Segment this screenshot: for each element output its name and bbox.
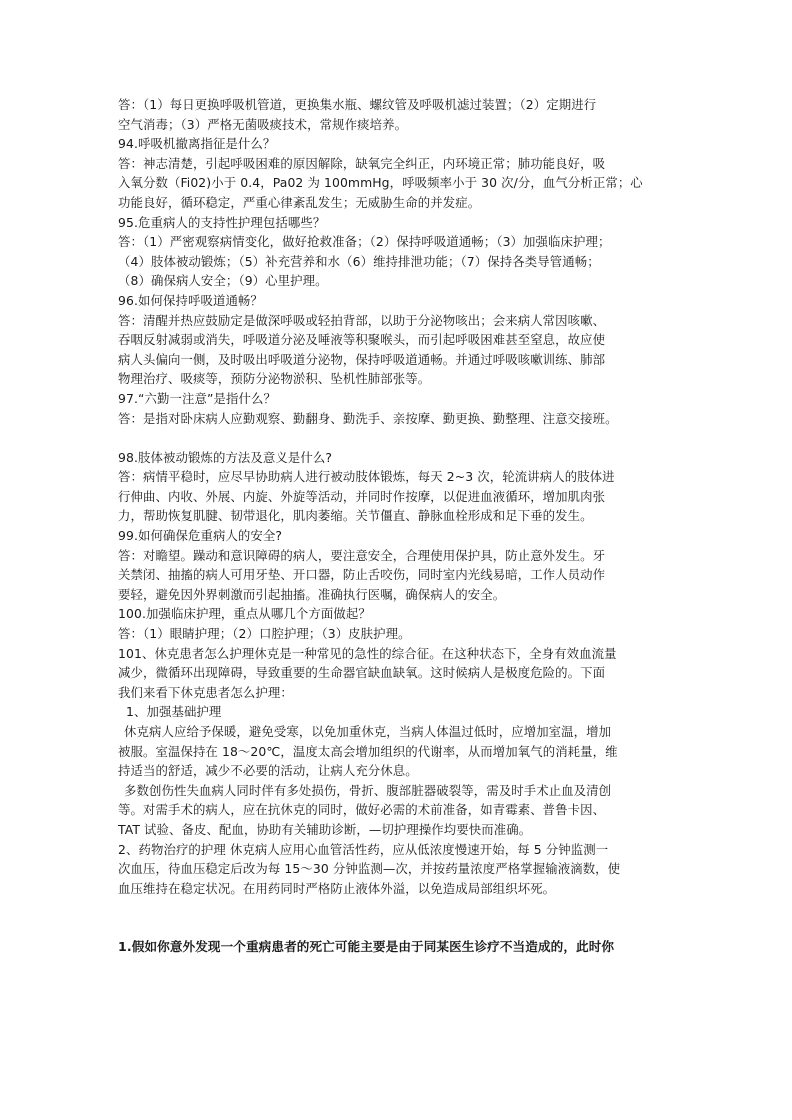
text-line: 入氧分数（Fi02)小于 0.4，Pa02 为 100mmHg，呼吸频率小于 30 次/分，血气分析正常；心: [118, 175, 643, 191]
text-line: 答：神志清楚，引起呼吸困难的原因解除，缺氧完全纠正，内环境正常；肺功能良好，吸: [118, 155, 606, 171]
text-line: 2、药物治疗的护理 休克病人应用心血管活性药，应从低浓度慢速开始，每 5 分钟监测一: [118, 841, 609, 857]
text-line: 行伸曲、内收、外展、内旋、外旋等活动，并同时作按摩，以促进血液循环，增加肌肉张: [118, 488, 606, 504]
text-line: 持适当的舒适，减少不必要的活动，让病人充分休息。: [118, 763, 418, 779]
text-line: 我们来看下休克患者怎么护理：: [118, 684, 293, 700]
text-line: 答：（1）严密观察病情变化，做好抢救准备；（2）保持呼吸道通畅；（3）加强临床护理；: [118, 234, 611, 250]
text-line: 等。对需手术的病人，应在抗休克的同时，做好必需的术前准备，如青霉素、普鲁卡因、: [118, 802, 606, 818]
text-line: 血压维持在稳定状况。在用药同时严格防止液体外溢，以免造成局部组织坏死。: [118, 880, 556, 896]
text-line: 多数创伤性失血病人同时伴有多处损伤，骨折、腹部脏器破裂等，需及时手术止血及清创: [124, 782, 612, 798]
text-line: 空气消毒；（3）严格无菌吸痰技术，常规作痰培养。: [118, 116, 408, 132]
text-line: 关禁闭、抽搐的病人可用牙垫、开口器，防止舌咬伤，同时室内光线易暗，工作人员动作: [118, 567, 606, 583]
text-line: 要轻，避免因外界刺激而引起抽搐。准确执行医嘱，确保病人的安全。: [118, 586, 506, 602]
question-heading: 94.呼吸机撤离指征是什么？: [118, 136, 276, 152]
text-line: 101、休克患者怎么护理休克是一种常见的急性的综合征。在这种状态下，全身有效血流量: [118, 645, 617, 661]
text-line: TAT 试验、备皮、配血，协助有关辅助诊断，—切护理操作均要快而准确。: [118, 821, 532, 837]
blank-line: [118, 898, 678, 937]
text-line: 减少，微循环出现障碍，导致重要的生命器官缺血缺氧。这时候病人是极度危险的。下面: [118, 665, 606, 681]
document-page: [118, 95, 678, 957]
text-line: （4）肢体被动锻炼；（5）补充营养和水（6）维持排泄功能；（7）保持各类导管通畅；: [118, 253, 600, 269]
bold-question-heading: 1.假如你意外发现一个重病患者的死亡可能主要是由于同某医生诊疗不当造成的，此时你: [118, 939, 615, 955]
question-heading: 100.加强临床护理，重点从哪几个方面做起？: [118, 606, 371, 622]
text-line: 次血压，待血压稳定后改为每 15～30 分钟监测—次，并按药量浓度严格掌握输液滴数，使: [118, 861, 621, 877]
text-line: 病人头偏向一侧，及时吸出呼吸道分泌物，保持呼吸道通畅。并通过呼吸咳嗽训练、肺部: [118, 351, 606, 367]
text-line: 答：对瞻望。躁动和意识障碍的病人，要注意安全，合理使用保护具，防止意外发生。牙: [118, 547, 606, 563]
question-heading: 96.如何保持呼吸道通畅？: [118, 292, 263, 308]
text-line: 力，帮助恢复肌腱、韧带退化，肌肉萎缩。关节僵直、静脉血栓形成和足下垂的发生。: [118, 508, 593, 524]
question-heading: 97.“六勤一注意”是指什么？: [118, 390, 276, 406]
question-heading: 98.肢体被动锻炼的方法及意义是什么?: [118, 449, 333, 465]
question-heading: 99.如何确保危重病人的安全?: [118, 528, 283, 544]
text-line: 答：清醒并热应鼓励定是做深呼吸或轻拍背部，以助于分泌物咳出；会来病人常因咳嗽、: [118, 312, 606, 328]
question-heading: 95.危重病人的支持性护理包括哪些？: [118, 214, 326, 230]
text-line: 答：（1）每日更换呼吸机管道，更换集水瓶、螺纹管及呼吸机滤过装置；（2）定期进行: [118, 97, 597, 112]
text-line: 功能良好，循环稳定，严重心律紊乱发生；无威胁生命的并发症。: [118, 194, 481, 210]
section-heading: 1、加强基础护理: [126, 704, 222, 720]
text-line: 答：是指对卧床病人应勤观察、勤翻身、勤洗手、亲按摩、勤更换、勤整理、注意交接班。: [118, 410, 618, 426]
text-line: 被服。室温保持在 18～20℃，温度太高会增加组织的代谢率，从而增加氧气的消耗量，维: [118, 743, 618, 759]
text-line: 物理治疗、吸痰等，预防分泌物淤积、坠机性肺部张等。: [118, 371, 431, 387]
text-line: 答：病情平稳时，应尽早协助病人进行被动肢体锻炼，每天 2~3 次，轮流讲病人的肢体进: [118, 469, 615, 485]
text-line: 休克病人应给予保暖，避免受寒，以免加重休克，当病人体温过低时，应增加室温，增加: [124, 724, 612, 739]
text-line: 答：（1）眼睛护理；（2）口腔护理；（3）皮肤护理。: [118, 626, 411, 642]
text-line: （8）确保病人安全；（9）心里护理。: [118, 273, 328, 289]
blank-line: [118, 428, 678, 448]
text-line: 吞咽反射减弱或消失，呼吸道分泌及唾液等积聚喉头，而引起呼吸困难甚至窒息，故应使: [118, 332, 606, 348]
